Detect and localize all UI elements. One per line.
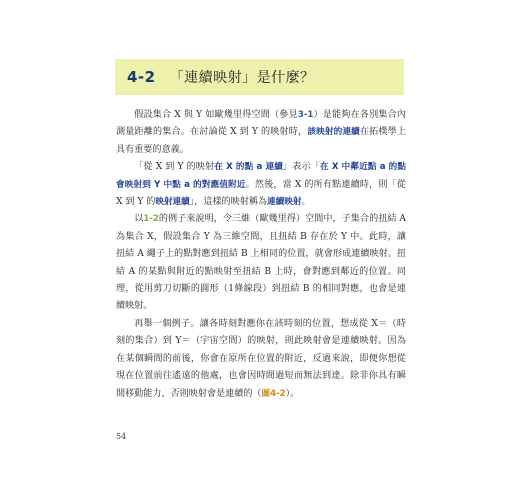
text-run: 假設集合 X 與 Y 如歐幾里得空間（參見	[134, 110, 298, 120]
emphasis-ex: 1-2	[143, 214, 159, 225]
body-paragraph	[116, 211, 406, 315]
text-run: 以	[134, 214, 144, 225]
text-run: 的例子來說明，令三維（歐幾里得）空間中，子集合的扭結 A 為集合 X，假設集合 Y 為三維空間，且扭結 B 存在於 Y 中。此時，讓扭結 A 繩子上的點對應到扭結 B 上相同的位置，就會形成連續映射。扭結 A 的某點與附近的點映射至扭結 B 上時，會對應到鄰近的位置。同理，從用剪刀切斷的圓形（1條線段）到扭結 B 的相同對應，也會是連續映射。	[116, 214, 406, 312]
emphasis-fig: 圖4-2	[261, 388, 286, 399]
text-run: ）是能夠在各別集合內測量距離的集合。在討論從 X 到 Y 的映射時，	[116, 110, 406, 138]
body-paragraph	[116, 107, 406, 159]
text-run: ）。	[285, 388, 300, 399]
text-run: 」，這樣的映射稱為	[189, 197, 268, 208]
body-paragraph	[116, 159, 406, 211]
body-text	[116, 107, 406, 403]
emphasis-hl: 在 X 的點 a 連續	[214, 162, 283, 173]
section-title-bar	[115, 59, 404, 95]
emphasis-hl: 映射連續	[155, 197, 190, 208]
section-number: 4-2	[127, 68, 156, 86]
emphasis-hl: 在 X 中鄰近點 a 的點會映射到 Y 中點 a 的對應值附近	[116, 162, 406, 190]
body-paragraph	[116, 316, 406, 403]
emphasis-ref: 3-1	[297, 110, 314, 120]
page-number: 54	[116, 432, 127, 441]
text-run: 。	[301, 197, 311, 208]
emphasis-hl: 該映射的連續	[307, 127, 360, 138]
emphasis-hl: 連續映射	[267, 197, 302, 208]
text-run: 。然後，當 X 的所有點連續時，則「從 X 到 Y 的	[116, 179, 406, 208]
text-run: 「從 X 到 Y 的映射	[134, 162, 215, 173]
text-run: 在拓樸學上具有重要的意義。	[116, 127, 406, 155]
text-run: 再舉一個例子。讓各時刻對應你在該時刻的位置，想成從 X＝（時刻的集合）到 Y＝（宇宙空間）的映射，則此映射會是連續映射。因為在某個瞬間的前後，你會在原所在位置的附近，反過來說，即便你想從現在位置前往遙遠的他處，也會因時間過短而無法到達。除非你具有瞬間移動能力，否則映射會是連續的（	[116, 318, 406, 399]
text-run: 」表示「	[282, 162, 320, 173]
section-title: 「連續映射」是什麼？	[169, 70, 315, 86]
